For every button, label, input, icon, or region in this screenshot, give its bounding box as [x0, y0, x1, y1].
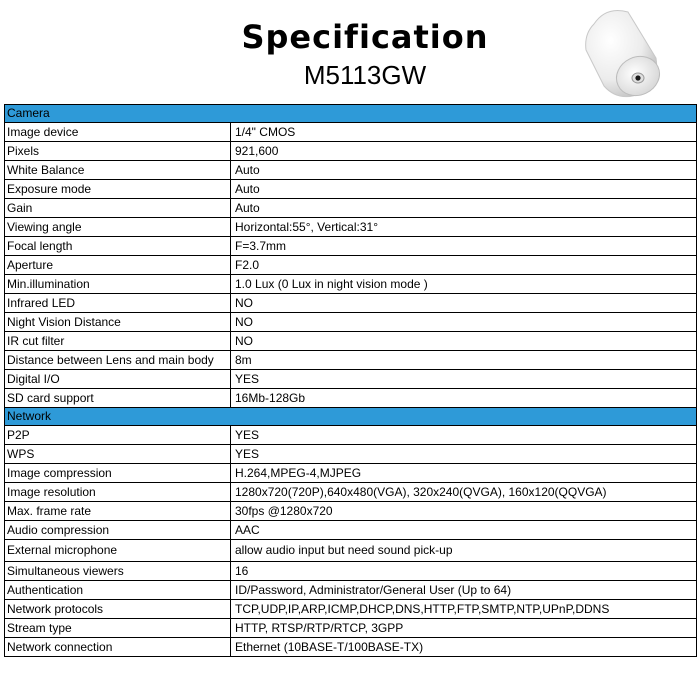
spec-value: allow audio input but need sound pick-up — [231, 540, 697, 562]
spec-value: Auto — [231, 199, 697, 218]
spec-value: 1.0 Lux (0 Lux in night vision mode ) — [231, 275, 697, 294]
spec-value: F2.0 — [231, 256, 697, 275]
table-row — [5, 619, 697, 638]
spec-name: Digital I/O — [5, 370, 231, 389]
spec-name: Image resolution — [5, 483, 231, 502]
spec-value: TCP,UDP,IP,ARP,ICMP,DHCP,DNS,HTTP,FTP,SMTP,NTP,UPnP,DDNS — [231, 600, 697, 619]
page-title: Specification — [241, 18, 489, 56]
spec-name: SD card support — [5, 389, 231, 408]
spec-name: Focal length — [5, 237, 231, 256]
spec-value: Auto — [231, 180, 697, 199]
table-row — [5, 600, 697, 619]
spec-name: Image compression — [5, 464, 231, 483]
spec-name: Stream type — [5, 619, 231, 638]
table-row — [5, 445, 697, 464]
table-row — [5, 161, 697, 180]
table-row — [5, 502, 697, 521]
spec-value: HTTP, RTSP/RTP/RTCP, 3GPP — [231, 619, 697, 638]
spec-value: ID/Password, Administrator/General User (Up to 64) — [231, 581, 697, 600]
spec-value: NO — [231, 332, 697, 351]
spec-value: YES — [231, 445, 697, 464]
table-row — [5, 275, 697, 294]
spec-name: Viewing angle — [5, 218, 231, 237]
spec-name: Distance between Lens and main body — [5, 351, 231, 370]
table-row — [5, 464, 697, 483]
section-label: Network — [5, 408, 697, 426]
spec-name: P2P — [5, 426, 231, 445]
model-number: M5113GW — [303, 60, 427, 90]
spec-name: Simultaneous viewers — [5, 562, 231, 581]
spec-name: Authentication — [5, 581, 231, 600]
spec-name: Network protocols — [5, 600, 231, 619]
table-row — [5, 540, 697, 562]
table-row — [5, 389, 697, 408]
spec-value: NO — [231, 313, 697, 332]
table-row — [5, 256, 697, 275]
camera-product-image — [576, 2, 676, 102]
spec-value: YES — [231, 426, 697, 445]
spec-name: Night Vision Distance — [5, 313, 231, 332]
table-row — [5, 332, 697, 351]
table-row — [5, 180, 697, 199]
spec-name: Audio compression — [5, 521, 231, 540]
table-row — [5, 218, 697, 237]
table-row — [5, 638, 697, 657]
spec-value: YES — [231, 370, 697, 389]
spec-name: White Balance — [5, 161, 231, 180]
table-row — [5, 483, 697, 502]
spec-name: WPS — [5, 445, 231, 464]
table-row — [5, 370, 697, 389]
table-row — [5, 521, 697, 540]
spec-value: 30fps @1280x720 — [231, 502, 697, 521]
table-row — [5, 294, 697, 313]
table-row — [5, 237, 697, 256]
spec-name: IR cut filter — [5, 332, 231, 351]
spec-name: Aperture — [5, 256, 231, 275]
spec-value: Auto — [231, 161, 697, 180]
table-row — [5, 581, 697, 600]
header — [0, 0, 700, 100]
spec-value: NO — [231, 294, 697, 313]
spec-name: External microphone — [5, 540, 231, 562]
spec-name: Max. frame rate — [5, 502, 231, 521]
spec-value: Horizontal:55°, Vertical:31° — [231, 218, 697, 237]
spec-value: 8m — [231, 351, 697, 370]
table-row — [5, 199, 697, 218]
spec-value: 921,600 — [231, 142, 697, 161]
spec-name: Gain — [5, 199, 231, 218]
spec-value: AAC — [231, 521, 697, 540]
spec-name: Exposure mode — [5, 180, 231, 199]
spec-value: F=3.7mm — [231, 237, 697, 256]
section-label: Camera — [5, 105, 697, 123]
table-row — [5, 313, 697, 332]
section-header-network — [5, 408, 697, 426]
spec-value: 16Mb-128Gb — [231, 389, 697, 408]
table-row — [5, 351, 697, 370]
table-row — [5, 142, 697, 161]
spec-value: Ethernet (10BASE-T/100BASE-TX) — [231, 638, 697, 657]
specification-table — [4, 104, 697, 657]
table-row — [5, 426, 697, 445]
table-row — [5, 123, 697, 142]
spec-name: Min.illumination — [5, 275, 231, 294]
spec-name: Network connection — [5, 638, 231, 657]
spec-value: 16 — [231, 562, 697, 581]
spec-value: 1280x720(720P),640x480(VGA), 320x240(QVGA), 160x120(QQVGA) — [231, 483, 697, 502]
spec-value: 1/4" CMOS — [231, 123, 697, 142]
spec-name: Pixels — [5, 142, 231, 161]
spec-name: Image device — [5, 123, 231, 142]
spec-name: Infrared LED — [5, 294, 231, 313]
section-header-camera — [5, 105, 697, 123]
table-row — [5, 562, 697, 581]
spec-value: H.264,MPEG-4,MJPEG — [231, 464, 697, 483]
